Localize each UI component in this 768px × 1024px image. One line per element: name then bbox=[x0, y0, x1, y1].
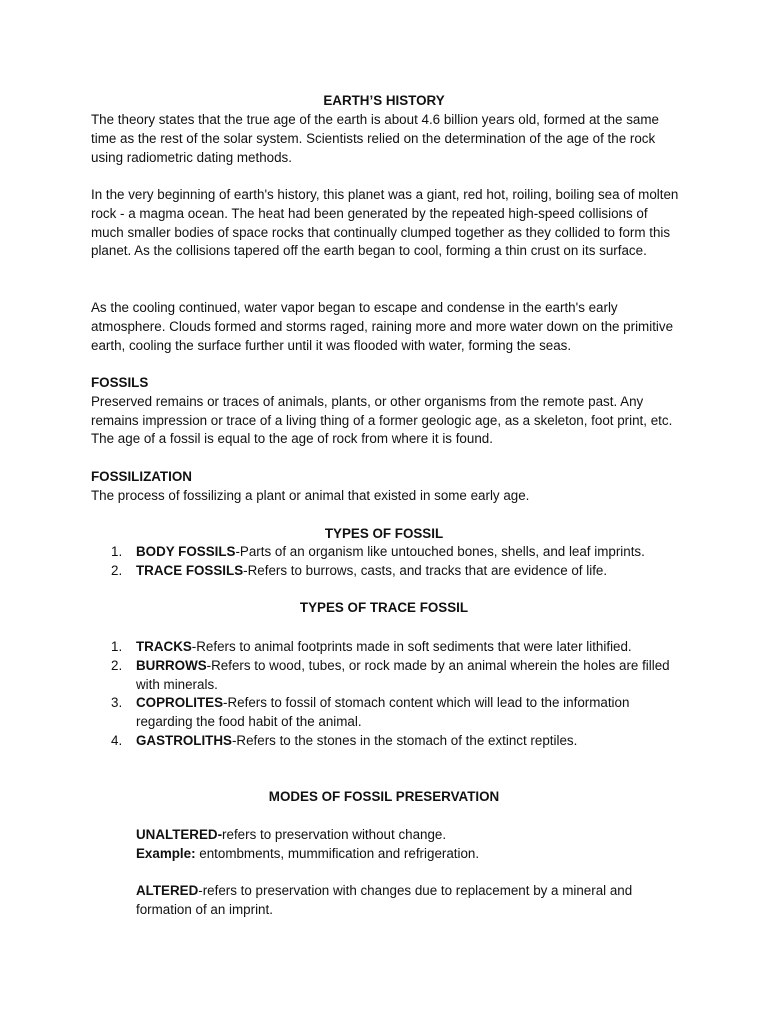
list-desc: -Refers to animal footprints made in soft sediments that were later lithified. bbox=[191, 639, 632, 654]
fossils-text: Preserved remains or traces of animals, plants, or other organisms from the remote past. Any remains impression or trace of a living thing of a former geologic age, as a skeleton, foot print, etc. The age of a fossil is equal to the age of rock from where it is found. bbox=[91, 393, 673, 447]
list-term: BODY FOSSILS bbox=[136, 544, 236, 559]
list-desc: -Refers to burrows, casts, and tracks that are evidence of life. bbox=[243, 562, 608, 578]
list-number: 2. bbox=[111, 657, 123, 673]
list-term: BURROWS bbox=[136, 657, 207, 673]
intro-paragraph-3: As the cooling continued, water vapor began to escape and condense in the earth's early atmosphere. Clouds formed and storms raged, raining more and more water down on the primitive earth, cooling the surface further until it was flooded with water, forming the seas. bbox=[91, 300, 674, 353]
list-item bbox=[91, 732, 681, 751]
altered-term: ALTERED bbox=[136, 883, 199, 898]
list-item bbox=[91, 694, 681, 732]
list-term: GASTROLITHS bbox=[136, 732, 232, 748]
altered-desc: -refers to preservation with changes due to replacement by a mineral and formation of an imprint. bbox=[136, 883, 633, 917]
intro-paragraph-1: The theory states that the true age of the earth is about 4.6 billion years old, formed at the same time as the rest of the solar system. Scientists relied on the determination of the age of the rock using radiometric dating methods. bbox=[91, 112, 659, 165]
unaltered-term: UNALTERED- bbox=[136, 827, 223, 842]
unaltered-line bbox=[136, 826, 681, 845]
list-item bbox=[91, 543, 681, 562]
list-term: TRACKS bbox=[136, 639, 192, 654]
list-term: COPROLITES bbox=[136, 695, 224, 711]
altered-block bbox=[136, 882, 681, 920]
list-item bbox=[91, 657, 681, 695]
list-number: 2. bbox=[111, 562, 123, 578]
list-number: 4. bbox=[111, 732, 123, 748]
unaltered-desc: refers to preservation without change. bbox=[222, 827, 447, 842]
unaltered-block bbox=[136, 826, 681, 864]
list-number: 1. bbox=[111, 544, 123, 559]
fossilization-text: The process of fossilizing a plant or animal that existed in some early age. bbox=[91, 487, 530, 503]
types-of-trace-fossil-heading: TYPES OF TRACE FOSSIL bbox=[299, 600, 469, 615]
types-of-fossil-heading: TYPES OF FOSSIL bbox=[324, 526, 444, 541]
example-desc: entombments, mummification and refrigeration. bbox=[195, 845, 480, 861]
altered-line bbox=[136, 882, 681, 920]
intro-paragraph-2: In the very beginning of earth's history, this planet was a giant, red hot, roiling, boiling sea of molten rock - a magma ocean. The heat had been generated by the repeated high-speed collisions of much smaller bodies of space rocks that continually clumped together as they collided to form this planet. As the collisions tapered off the earth began to cool, forming a thin crust on its surface. bbox=[91, 187, 679, 259]
list-item bbox=[91, 638, 681, 657]
list-number: 1. bbox=[111, 639, 123, 654]
fossilization-section bbox=[91, 468, 681, 506]
types-of-trace-fossil-list bbox=[91, 638, 681, 751]
example-line bbox=[136, 845, 681, 864]
list-desc: -Refers to the stones in the stomach of the extinct reptiles. bbox=[231, 732, 578, 748]
modes-heading: MODES OF FOSSIL PRESERVATION bbox=[268, 789, 500, 804]
fossils-section bbox=[91, 374, 681, 449]
fossilization-heading: FOSSILIZATION bbox=[91, 469, 192, 484]
list-desc: -Refers to fossil of stomach content which will lead to the information regarding the food habit of the animal. bbox=[136, 695, 630, 730]
list-desc: -Refers to wood, tubes, or rock made by an animal wherein the holes are filled with minerals. bbox=[136, 657, 670, 692]
example-term: Example: bbox=[136, 845, 196, 861]
list-number: 3. bbox=[111, 695, 123, 711]
list-term: TRACE FOSSILS bbox=[136, 562, 244, 578]
fossils-heading: FOSSILS bbox=[91, 375, 149, 390]
list-desc: -Parts of an organism like untouched bones, shells, and leaf imprints. bbox=[235, 544, 645, 559]
document-title: EARTH’S HISTORY bbox=[323, 93, 445, 108]
list-item bbox=[91, 562, 681, 581]
types-of-fossil-list bbox=[91, 543, 681, 581]
